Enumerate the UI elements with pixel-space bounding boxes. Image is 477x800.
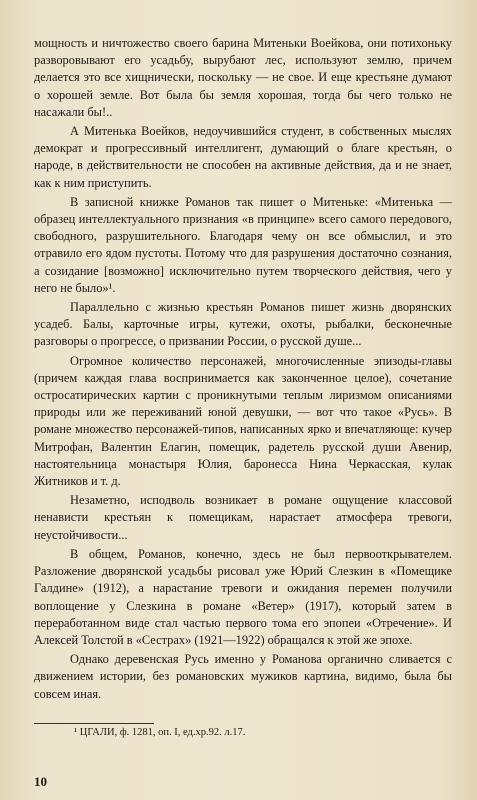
paragraph-2: А Митенька Воейков, недоучившийся студент, в собственных мыслях демократ и прогрессивный интеллигент, думающий о благе крестьян, о народе, в действительности не способен на активные действия, да и не знает, как к ним приступить.	[34, 124, 452, 190]
paragraph-8: Однако деревенская Русь именно у Романова органично сливается с движением истории, без романовских мужиков картина, видимо, была бы совсем иная.	[34, 652, 452, 701]
footnote: ¹ ЦГАЛИ, ф. 1281, оп. I, ед.хр.92. л.17.	[74, 727, 246, 738]
main-text	[34, 35, 452, 705]
paragraph-7: В общем, Романов, конечно, здесь не был первооткрывателем. Разложение дворянской усадьбы рисовал уже Юрий Слезкин в «Помещике Галдине» (1912), а нарастание тревоги и ожидания перемен получили воплощение у Слезкина в романе «Ветер» (1917), который затем в переработанном виде стал частью первого тома его эпопеи «Отречение». И Алексей Толстой в «Сестрах» (1921—1922) обращался к этой же эпохе.	[34, 546, 452, 647]
paragraph-4: Параллельно с жизнью крестьян Романов пишет жизнь дворянских усадеб. Балы, карточные игры, кутежи, охоты, рыбалки, бесконечные разговоры о прогрессе, о призвании России, о русской душе...	[34, 300, 452, 349]
page-number: 10	[34, 774, 47, 789]
paragraph-3: В записной книжке Романов так пишет о Митеньке: «Митенька — образец интеллектуального признания «в принципе» всего самого передового, свободного, разрушительного. Благодаря чему он все обмыслил, и это отравило его ядом пустоты. Потому что для разрушения достаточно сознания, а созидание [возможно] исключительно путем творческого действия, чего у него не было»¹.	[34, 194, 452, 295]
paragraph-5: Огромное количество персонажей, многочисленные эпизоды-главы (причем каждая глава воспринимается как законченное целое), сочетание остросатирических картин с проникнутыми теплым лиризмом описаниями природы или же переживаний юной девушки, — вот что такое «Русь». В романе множество персонажей-типов, написанных ярко и впечатляюще: кучер Митрофан, Валентин Елагин, помещик, радетель русской души Авенир, настоятельница монастыря Юлия, баронесса Нина Черкасская, кулак Житников и т. д.	[34, 353, 452, 489]
paragraph-6: Незаметно, исподволь возникает в романе ощущение классовой ненависти крестьян к помещикам, нарастает атмосфера тревоги, неустойчивости...	[34, 493, 452, 542]
paragraph-1: мощность и ничтожество своего барина Митеньки Воейкова, они потихоньку разворовывают его усадьбу, вырубают лес, используют землю, причем делается это все хищнически, поскольку — не свое. И еще крестьяне думают о хорошей земле. Вот была бы земля хорошая, тогда бы чего только не насажали бы!..	[34, 36, 452, 119]
footnote-divider	[34, 723, 154, 724]
